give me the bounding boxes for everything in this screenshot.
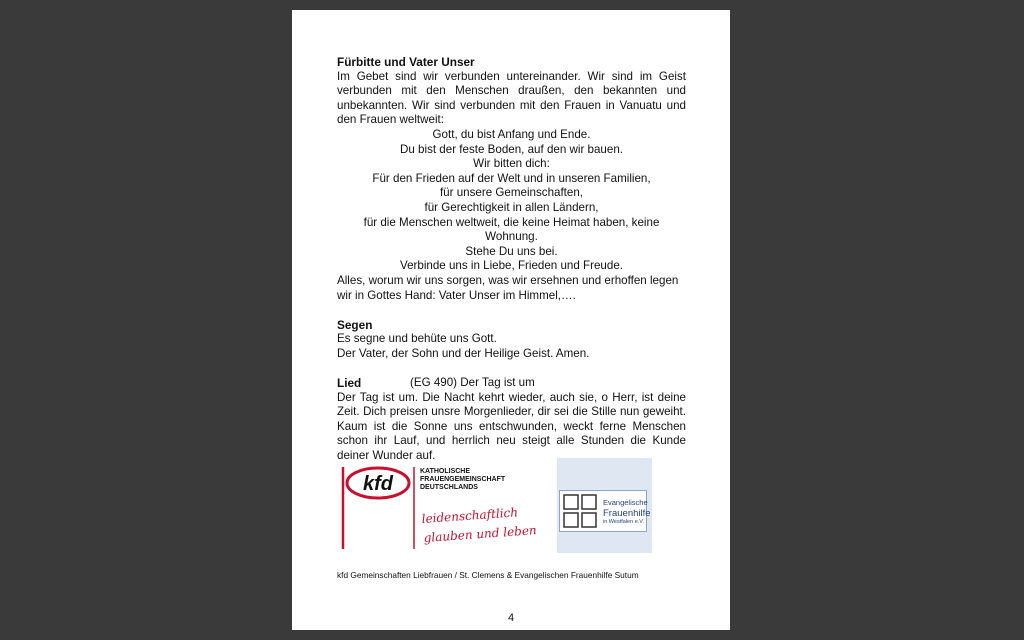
prayer-block (337, 128, 686, 274)
frauenhilfe-logo (557, 458, 652, 553)
intro-paragraph: Im Gebet sind wir verbunden untereinander. Wir sind im Geist verbunden mit den Menschen draußen, den bekannten und unbekannten. Wir sind verbunden mit den Frauen in Vanuatu und den Frauen weltweit: (337, 69, 686, 127)
section-heading-lied: Lied (337, 376, 362, 391)
kfd-mark: kfd (363, 473, 393, 495)
blessing-line: Der Vater, der Sohn und der Heilige Geist. Amen. (337, 346, 590, 360)
prayer-line: Für den Frieden auf der Welt und in unseren Familien, (372, 171, 651, 185)
kfd-org-line: DEUTSCHLANDS (420, 484, 478, 491)
prayer-line: Du bist der feste Boden, auf den wir bauen. (400, 142, 623, 156)
cross-squares-icon (563, 494, 597, 528)
song-reference: (EG 490) Der Tag ist um (410, 376, 535, 390)
page-footer: kfd Gemeinschaften Liebfrauen / St. Clemens & Evangelischen Frauenhilfe Sutum (337, 570, 639, 580)
document-page (292, 10, 730, 630)
kfd-slogan: glauben und leben (423, 523, 538, 545)
blessing-line: Es segne und behüte uns Gott. (337, 332, 497, 346)
prayer-line: Gott, du bist Anfang und Ende. (432, 127, 591, 141)
prayer-line: Stehe Du uns bei. (465, 244, 558, 258)
prayer-line: Wir bitten dich: (473, 157, 550, 171)
kfd-slogan: leidenschaftlich (421, 505, 519, 526)
page-number: 4 (507, 612, 515, 624)
section-heading-fuerbitte: Fürbitte und Vater Unser (337, 55, 475, 69)
page-content (337, 55, 686, 464)
song-text: Der Tag ist um. Die Nacht kehrt wieder, auch sie, o Herr, ist deine Zeit. Dich preisen unsre Morgenlieder, dir sei die Stille nun geweiht. Kaum ist die Sonne uns entschwunden, weckt ferne Menschen schon ihr Lauf, und herrlich neu steigt alle Stunden die Kunde deiner Wunder auf. (337, 390, 686, 463)
prayer-line: für Gerechtigkeit in allen Ländern, (424, 200, 599, 214)
frauenhilfe-line: in Westfalen e.V. (603, 518, 644, 525)
section-heading-segen: Segen (337, 317, 373, 332)
lied-heading-row (337, 376, 686, 391)
prayer-line: Verbinde uns in Liebe, Frieden und Freude. (399, 259, 623, 273)
kfd-logo (340, 463, 540, 551)
prayer-line: für unsere Gemeinschaften, (439, 186, 584, 200)
closing-paragraph: Alles, worum wir uns sorgen, was wir ersehnen und erhoffen legen wir in Gottes Hand: Vater Unser im Himmel,…. (337, 273, 679, 302)
prayer-line: für die Menschen weltweit, die keine Heimat haben, keine Wohnung. (363, 215, 660, 244)
kfd-org-line: FRAUENGEMEINSCHAFT (420, 476, 506, 483)
frauenhilfe-line: Evangelische (603, 498, 648, 507)
frauenhilfe-line: Frauenhilfe (603, 507, 651, 519)
kfd-org-line: KATHOLISCHE (420, 468, 471, 475)
